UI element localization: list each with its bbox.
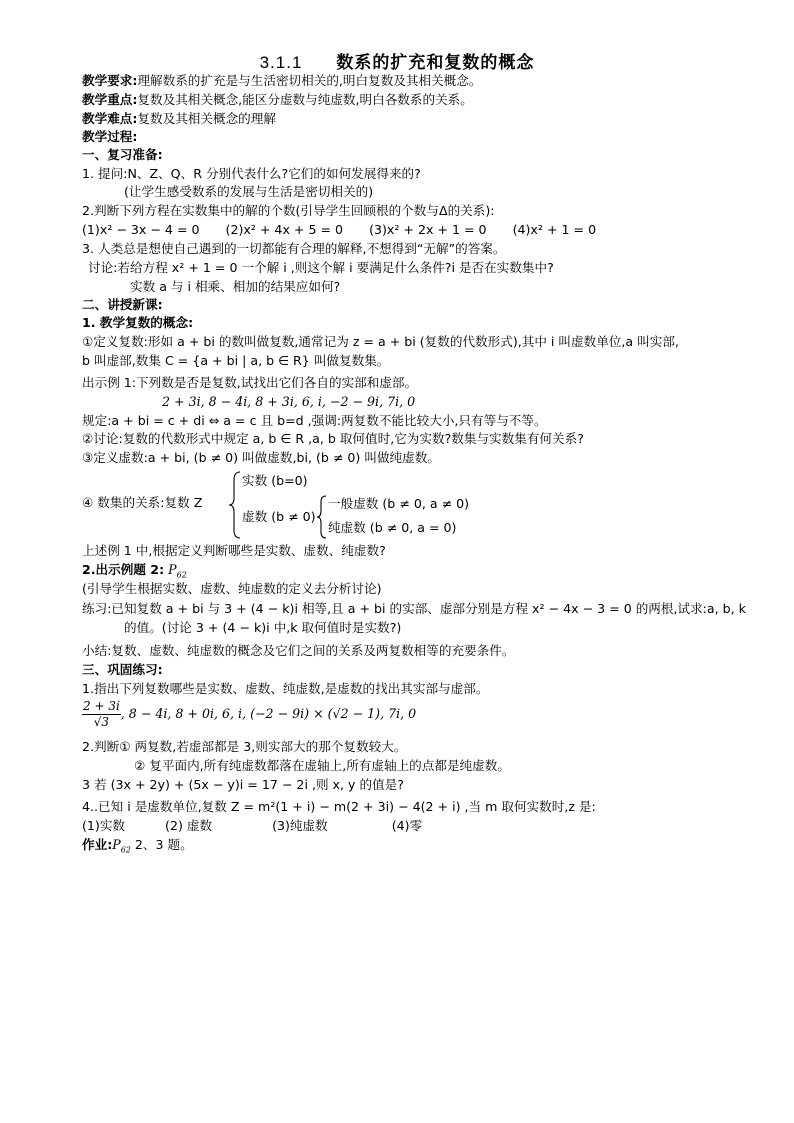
definition-imaginary: ③定义虚数:a + bi, (b ≠ 0) 叫做虚数,bi, (b ≠ 0) 叫做纯虚数。 xyxy=(82,450,440,465)
exercise-3: 3 若 (3x + 2y) + (5x − y)i = 17 − 2i ,则 x, y 的值是? xyxy=(82,777,404,792)
outer-brace xyxy=(228,470,242,540)
exercise-4-options xyxy=(82,817,770,835)
practice-1: 练习:已知复数 a + bi 与 3 + (4 − k)i 相等,且 a + bi 的实部、虚部分别是方程 x² − 4x − 3 = 0 的两根,试求:a, b, k xyxy=(82,601,746,616)
summary: 小结:复数、虚数、纯虚数的概念及它们之间的关系及两复数相等的充要条件。 xyxy=(82,643,515,658)
discussion-2: 实数 a 与 i 相乘、相加的结果应如何? xyxy=(130,279,341,294)
definition-complex-2: b 叫虚部,数集 C = {a + bi | a, b ∈ R} 叫做复数集。 xyxy=(82,353,390,368)
pure-imaginary-label: 纯虚数 (b ≠ 0, a = 0) xyxy=(328,520,457,535)
example-1-list: 2 + 3i, 8 − 4i, 8 + 3i, 6, i, −2 − 9i, 7i, 0 xyxy=(162,394,416,409)
subsection-example-2: 2.出示例题 2: $P_{62}$ xyxy=(82,562,187,580)
example-1: 出示例 1:下列数是否是复数,试找出它们各自的实部和虚部。 xyxy=(82,375,418,390)
exercise-1: 1.指出下列复数哪些是实数、虚数、纯虚数,是虚数的找出其实部与虚部。 xyxy=(82,681,489,696)
teaching-difficulty: 教学难点:复数及其相关概念的理解 xyxy=(82,111,276,126)
exercise-1-list: $\frac{2 + 3i}{√3}$ , 8 − 4i, 8 + 0i, 6, i, (−2 − 9i) × (√2 − 1), 7i, 0 xyxy=(83,699,417,729)
guide-note: (引导学生根据实数、虚数、纯虚数的定义去分析讨论) xyxy=(82,581,382,596)
equality-rule: 规定:a + bi = c + di ⇔ a = c 且 b=d ,强调:两复数不能比较大小,只有等与不等。 xyxy=(82,413,547,428)
exercise-2a: 2.判断① 两复数,若虚部都是 3,则实部大的那个复数较大。 xyxy=(82,739,407,754)
equation-2: (2)x² + 4x + 5 = 0 xyxy=(225,222,344,237)
option-3: (3)纯虚数 xyxy=(272,818,328,833)
review-question-1: 1. 提问:N、Z、Q、R 分别代表什么?它们的如何发展得来的? xyxy=(82,166,421,181)
title-text: 数系的扩充和复数的概念 xyxy=(336,53,535,73)
section-heading-review: 一、复习准备: xyxy=(82,147,163,162)
definition-complex: ①定义复数:形如 a + bi 的数叫做复数,通常记为 z = a + bi (复数的代数形式),其中 i 叫虚数单位,a 叫实部, xyxy=(82,334,679,349)
equation-4: (4)x² + 1 = 0 xyxy=(512,222,597,237)
review-question-3: 3. 人类总是想使自己遇到的一切都能有合理的解释,不想得到“无解”的答案。 xyxy=(82,241,506,256)
subsection-complex-concept: 1. 教学复数的概念: xyxy=(82,315,194,330)
review-question-2: 2.判断下列方程在实数集中的解的个数(引导学生回顾根的个数与Δ的关系): xyxy=(82,203,495,218)
equation-3: (3)x² + 2x + 1 = 0 xyxy=(369,222,487,237)
exercise-4: 4..已知 i 是虚数单位,复数 Z = m²(1 + i) − m(2 + 3i) − 4(2 + i) ,当 m 取何实数时,z 是: xyxy=(82,799,596,814)
exercise-2b: ② 复平面内,所有纯虚数都落在虚轴上,所有虚轴上的点都是纯虚数。 xyxy=(134,758,510,773)
equation-list xyxy=(82,221,770,239)
discussion-algebraic-form: ②讨论:复数的代数形式中规定 a, b ∈ R ,a, b 取何值时,它为实数?数集与实数集有何关系? xyxy=(82,431,584,446)
equation-1: (1)x² − 3x − 4 = 0 xyxy=(82,222,200,237)
homework: 作业$:P_{62}$ 2、3 题。 xyxy=(82,837,193,855)
discussion: 讨论:若给方程 x² + 1 = 0 一个解 i ,则这个解 i 要满足什么条件?i 是否在实数集中? xyxy=(88,260,554,275)
fraction: $\frac{2 + 3i}{√3}$ xyxy=(83,699,120,729)
teaching-process-label: 教学过程: xyxy=(82,129,138,144)
general-imaginary-label: 一般虚数 (b ≠ 0, a ≠ 0) xyxy=(328,496,470,511)
teaching-requirement: 教学要求:理解数系的扩充是与生活密切相关的,明白复数及其相关概念。 xyxy=(82,73,482,88)
imaginary-number-label: 虚数 (b ≠ 0) xyxy=(242,509,316,524)
section-number: 3.1.1 xyxy=(259,53,303,72)
page-title xyxy=(0,48,794,73)
set-relation-label: ④ 数集的关系:复数 Z xyxy=(82,495,203,510)
option-4: (4)零 xyxy=(391,818,423,833)
inner-brace xyxy=(316,494,328,540)
section-heading-practice: 三、巩固练习: xyxy=(82,662,163,677)
option-2: (2) 虚数 xyxy=(165,818,213,833)
review-question-1-note: (让学生感受数系的发展与生活是密切相关的) xyxy=(124,184,374,199)
teaching-focus: 教学重点:复数及其相关概念,能区分虚数与纯虚数,明白各数系的关系。 xyxy=(82,92,473,107)
real-number-label: 实数 (b=0) xyxy=(242,473,308,488)
example-1-question: 上述例 1 中,根据定义判断哪些是实数、虚数、纯虚数? xyxy=(82,543,386,558)
option-1: (1)实数 xyxy=(82,818,126,833)
practice-1-cont: 的值。(讨论 3 + (4 − k)i 中,k 取何值时是实数?) xyxy=(124,620,402,635)
section-heading-new-lesson: 二、讲授新课: xyxy=(82,297,163,312)
